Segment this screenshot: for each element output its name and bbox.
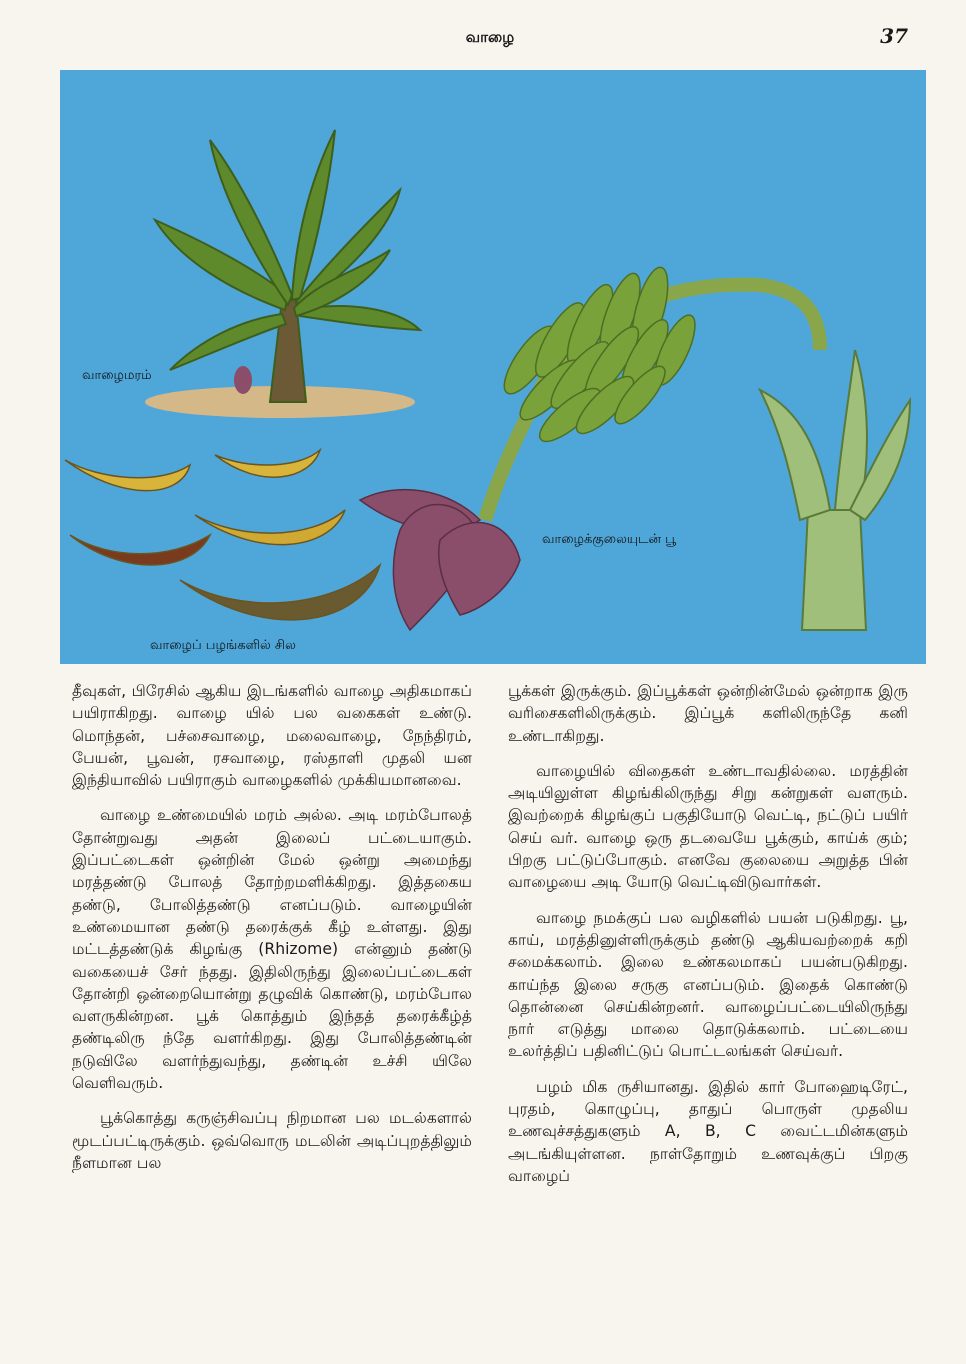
- paragraph-6: வாழை நமக்குப் பல வழிகளில் பயன் படுகிறது. பூ, காய், மரத்தினுள்ளிருக்கும் தண்டு ஆகியவற்றைக் கறி சமைக்கலாம். இலை உண்கலமாகப் பயன்படுகிறது. காய்ந்த இலை சருகு எனப்படும். இதைக் கொண்டு தொன்னை செய்கின்றனர். வாழைப்பட்டையிலிருந்து நார் எடுத்து மாலை தொடுக்கலாம். பட்டையை உலர்த்திப் பதினிட்டுப் பொட்டலங்கள் செய்வர்.: [508, 908, 908, 1061]
- running-title: வாழை: [465, 28, 515, 46]
- page-number: 37: [880, 24, 908, 48]
- banana-illustration: [60, 70, 926, 664]
- paragraph-3: பூக்கொத்து கருஞ்சிவப்பு நிறமான பல மடல்களால் மூடப்பட்டிருக்கும். ஒவ்வொரு மடலின் அடிப்புறத்திலும் நீளமான பல: [72, 1109, 472, 1172]
- banana-flower: [360, 490, 520, 630]
- banana-plant: [155, 130, 420, 402]
- illustration-artwork: [60, 70, 926, 664]
- plant-flower: [234, 366, 252, 394]
- caption-bunch: வாழைக்குலையுடன் பூ: [542, 532, 677, 547]
- pseudostem-section: [760, 350, 910, 630]
- caption-fruits: வாழைப் பழங்களில் சில: [150, 638, 296, 653]
- paragraph-5: வாழையில் விதைகள் உண்டாவதில்லை. மரத்தின் அடியிலுள்ள கிழங்கிலிருந்து சிறு கன்றுகள் வளரும். இவற்றைக் கிழங்குப் பகுதியோடு வெட்டி, நட்டுப் பயிர் செய் வர். வாழை ஒரு தடவையே பூக்கும், காய்க் கும்; பிறகு பட்டுப்போகும். எனவே குலையை அறுத்த பின் வாழையை அடி யோடு வெட்டிவிடுவார்கள்.: [508, 761, 908, 892]
- paragraph-1: தீவுகள், பிரேசில் ஆகிய இடங்களில் வாழை அதிகமாகப் பயிராகிறது. வாழை யில் பல வகைகள் உண்டு. மொந்தன், பச்சைவாழை, மலைவாழை, நேந்திரம், பேயன், பூவன், ரசவாழை, ரஸ்தாளி முதலி யன இந்தியாவில் பயிராகும் வாழைகளில் முக்கியமானவை.: [72, 682, 472, 790]
- caption-tree: வாழைமரம்: [82, 368, 152, 383]
- left-column: [72, 680, 472, 1187]
- right-column: [508, 680, 908, 1200]
- running-head: [0, 22, 966, 52]
- paragraph-7: பழம் மிக ருசியானது. இதில் கார் போஹைடிரேட், புரதம், கொழுப்பு, தாதுப் பொருள் முதலிய உணவுச்சத்துகளும் A, B, C வைட்டமின்களும் அடங்கியுள்ளன. நாள்தோறும் உணவுக்குப் பிறகு வாழைப்: [508, 1077, 908, 1185]
- paragraph-2: வாழை உண்மையில் மரம் அல்ல. அடி மரம்போலத் தோன்றுவது அதன் இலைப் பட்டையாகும். இப்பட்டைகள் ஒன்றின் மேல் ஒன்று அமைந்து மரத்தண்டு போலத் தோற்றமளிக்கிறது. இத்தகைய தண்டு, போலித்தண்டு எனப்படும். வாழையின் உண்மையான தண்டு தரைக்குக் கீழ் உள்ளது. இது மட்டத்தண்டுக் கிழங்கு (Rhizome) என்னும் தண்டு வகையைச் சேர் ந்தது. இதிலிருந்து இலைப்பட்டைகள் தோன்றி ஒன்றையொன்று தழுவிக் கொண்டு, மரம்போல வளருகின்றன. பூக் கொத்தும் இந்தத் தரைக்கீழ்த் தண்டிலிரு ந்தே வளர்கிறது. இது போலித்தண்டின் நடுவிலே வளர்ந்துவந்து, தண்டின் உச்சி யிலே வெளிவரும்.: [72, 806, 472, 1093]
- paragraph-4: பூக்கள் இருக்கும். இப்பூக்கள் ஒன்றின்மேல் ஒன்றாக இரு வரிசைகளிலிருக்கும். இப்பூக் களிலிருந்தே கனி உண்டாகிறது.: [508, 682, 908, 745]
- banana-fruits: [65, 450, 380, 620]
